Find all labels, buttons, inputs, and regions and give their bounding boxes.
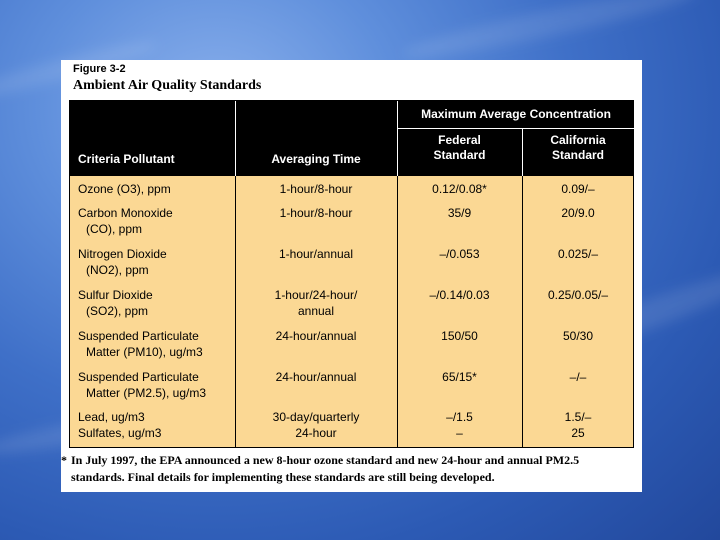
row-pm10-federal: 150/50 bbox=[441, 329, 478, 343]
row-lead-sulfates-federal: –/1.5 – bbox=[446, 410, 473, 440]
row-so2-federal: –/0.14/0.03 bbox=[429, 288, 490, 302]
row-no2-california: 0.025/– bbox=[557, 247, 599, 261]
row-so2-averaging: 1-hour/24-hour/ annual bbox=[274, 288, 358, 318]
row-pm25-averaging: 24-hour/annual bbox=[275, 370, 357, 384]
figure-number: Figure 3-2 bbox=[73, 63, 126, 75]
row-ozone-averaging: 1-hour/8-hour bbox=[279, 182, 353, 196]
figure-title: Ambient Air Quality Standards bbox=[73, 78, 262, 93]
header-divider bbox=[397, 128, 635, 129]
row-pm25-federal: 65/15* bbox=[442, 370, 477, 384]
row-co-california: 20/9.0 bbox=[561, 206, 595, 220]
header-federal-line1: Federal bbox=[438, 133, 481, 147]
footnote-mark: * bbox=[61, 453, 67, 467]
row-so2-california: 0.25/0.05/– bbox=[547, 288, 609, 302]
header-federal-line2: Standard bbox=[433, 148, 486, 162]
row-so2-pollutant: Sulfur Dioxide (SO2), ppm bbox=[78, 288, 153, 318]
header-max-avg-concentration: Maximum Average Concentration bbox=[421, 107, 611, 121]
row-lead-sulfates-averaging: 30-day/quarterly 24-hour bbox=[272, 410, 360, 440]
row-co-pollutant: Carbon Monoxide (CO), ppm bbox=[78, 206, 173, 236]
row-no2-pollutant: Nitrogen Dioxide (NO2), ppm bbox=[78, 247, 167, 277]
header-california-line1: California bbox=[550, 133, 606, 147]
row-ozone-pollutant: Ozone (O3), ppm bbox=[78, 182, 171, 196]
header-california-standard bbox=[522, 133, 634, 163]
row-pm10-pollutant: Suspended Particulate Matter (PM10), ug/m3 bbox=[78, 329, 203, 359]
header-averaging-time: Averaging Time bbox=[271, 152, 361, 166]
footnote-text: In July 1997, the EPA announced a new 8-hour ozone standard and new 24-hour and annual PM2.5 standards. Final details for implementing these standards are still being developed. bbox=[71, 453, 580, 484]
row-ozone-california: 0.09/– bbox=[561, 182, 595, 196]
table-header bbox=[70, 101, 633, 176]
row-pm10-california: 50/30 bbox=[562, 329, 594, 343]
row-pm10-averaging: 24-hour/annual bbox=[275, 329, 357, 343]
row-ozone-federal: 0.12/0.08* bbox=[432, 182, 487, 196]
header-criteria-pollutant: Criteria Pollutant bbox=[78, 152, 175, 166]
header-federal-standard bbox=[397, 133, 522, 163]
row-no2-averaging: 1-hour/annual bbox=[278, 247, 354, 261]
row-pm25-california: –/– bbox=[569, 370, 587, 384]
row-pm25-pollutant: Suspended Particulate Matter (PM2.5), ug/m3 bbox=[78, 370, 207, 400]
row-lead-sulfates-pollutant: Lead, ug/m3 Sulfates, ug/m3 bbox=[78, 410, 162, 440]
row-co-federal: 35/9 bbox=[447, 206, 472, 220]
row-no2-federal: –/0.053 bbox=[439, 247, 480, 261]
background-streak bbox=[401, 0, 700, 67]
header-california-line2: Standard bbox=[551, 148, 604, 162]
air-quality-table bbox=[69, 100, 634, 448]
row-lead-sulfates-california: 1.5/– 25 bbox=[564, 410, 592, 440]
row-co-averaging: 1-hour/8-hour bbox=[279, 206, 353, 220]
figure-card bbox=[61, 60, 642, 492]
